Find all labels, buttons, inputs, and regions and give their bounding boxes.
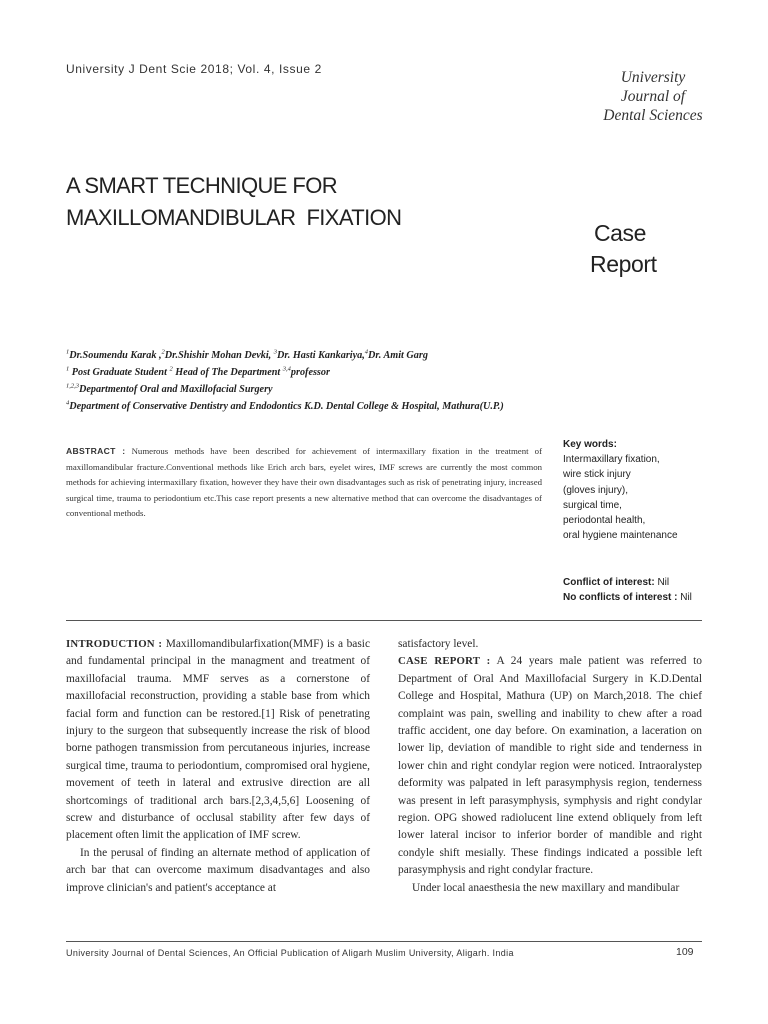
- intro-paragraph: INTRODUCTION : Maxillomandibularfixation(MMF) is a basic and fundamental principal in the managment and treatment of maxillofacial trauma. MMF serves as a cornerstone of maxillofacial reconstruction, providing a stable base from which facial form and function can be restored.[1] Risk of penetrating injury to the surgeon that subsequently increase the risk of blood borne pathogen transmission from percutaneous injuries, increase surgical time, trauma to periodontium, compromised oral hygiene, movement of teeth in lateral and extrusive direction are all shortcomings of traditional arch bars.[2,3,4,5,6] Loosening of screw and disturbance of occlusal stability after few days of placement often limit the application of IMF screw.: [66, 638, 370, 842]
- journal-citation: University J Dent Scie 2018; Vol. 4, Issue 2: [66, 62, 322, 76]
- abstract: [66, 444, 542, 522]
- article-type-line: Report: [590, 251, 657, 277]
- title-line: A SMART TECHNIQUE FOR: [66, 173, 338, 198]
- body-column-right: [398, 636, 702, 897]
- keyword-item: wire stick injury: [563, 469, 631, 481]
- footer-text: University Journal of Dental Sciences, An Official Publication of Aligarh Muslim University, Aligarh. India: [66, 948, 514, 958]
- author-block: [66, 347, 504, 415]
- keyword-item: surgical time,: [563, 499, 622, 511]
- author-roles: $^1$ Post Graduate Student $^2$ Head of The Department $^{3,4}$professor: [66, 365, 330, 378]
- keyword-item: periodontal health,: [563, 515, 646, 527]
- article-type-line: Case: [593, 220, 647, 246]
- conflict-of-interest: [563, 575, 692, 605]
- page-number: 109: [676, 946, 694, 958]
- author-department: $^{1,2,3}$Departmentof Oral and Maxillofacial Surgery: [66, 382, 273, 395]
- author-names: $^1$Dr.Soumendu Karak ,$^2$Dr.Shishir Mohan Devki, $^3$Dr. Hasti Kankariya,$^4$Dr. Amit Garg: [66, 348, 428, 361]
- no-conflict-label: No conflicts of interest :: [563, 592, 678, 603]
- case-report-paragraph: CASE REPORT : A 24 years male patient was referred to Department of Oral And Maxillofacial Surgery in K.D.Dental College and Hospital, Mathura (UP) on March,2018. The chief complaint was pain, swelling and inability to chew after a road traffic accident, one day before. On examination, a laceration on lower lip, deviation of mandible to right side and tenderness in lower chin and right condylar region were noticed. Intraoralystep deformity was palpated in left parasymphysis region, tenderness was present in left parasymphysis, symphysis and right condylar region. OPG showed radiolucent line extend obliquely from left lower lateral incisor to inferior border of mandible and right condyle shift mesially. These findings indicated a possible left parasymphysis and right condylar fracture.: [398, 655, 702, 877]
- keyword-item: Intermaxillary fixation,: [563, 454, 660, 466]
- continuation-text: satisfactory level.: [398, 638, 479, 650]
- abstract-label: ABSTRACT :: [66, 446, 126, 456]
- keyword-item: (gloves injury),: [563, 484, 629, 496]
- keywords-box: [563, 437, 678, 543]
- title-line: MAXILLOMANDIBULAR FIXATION: [66, 205, 402, 230]
- author-affiliation: $^4$Department of Conservative Dentistry and Endodontics K.D. Dental College & Hospital, Mathura(U.P.): [66, 399, 504, 412]
- keyword-item: oral hygiene maintenance: [563, 530, 678, 542]
- keywords-label: Key words:: [563, 439, 617, 450]
- abstract-text: Numerous methods have been described for achievement of intermaxillary fixation in the treatment of maxillomandibular fracture.Conventional methods like Erich arch bars, eyelet wires, IMF screws are currently the most common methods for achieving intermaxillary fixation, however they have their own disadvantages such as risk of penetrating injury, increased surgical time, trauma to periodontium etc.This case report presents a new alternative method that can overcome the disadvantages of conventional methods.: [66, 446, 542, 518]
- case-report-heading: CASE REPORT :: [398, 655, 491, 668]
- article-title: [66, 170, 401, 234]
- journal-logo-line: Dental Sciences: [603, 107, 703, 124]
- no-conflict-value: Nil: [677, 592, 692, 603]
- intro-paragraph-2: In the perusal of finding an alternate method of application of arch bar that can overcome maximum disadvantages and also improve clinician's and patient's acceptance at: [66, 846, 370, 894]
- body-column-left: [66, 636, 370, 897]
- journal-logo: [578, 68, 728, 125]
- intro-heading: INTRODUCTION :: [66, 638, 163, 650]
- journal-logo-line: University: [620, 69, 686, 86]
- section-divider: [66, 620, 702, 621]
- conflict-value: Nil: [654, 577, 670, 588]
- procedure-paragraph: Under local anaesthesia the new maxillary and mandibular: [412, 881, 680, 894]
- conflict-label: Conflict of interest:: [563, 577, 655, 588]
- journal-logo-line: Journal of: [620, 88, 686, 105]
- footer-divider: [66, 941, 702, 942]
- article-type: [590, 218, 657, 280]
